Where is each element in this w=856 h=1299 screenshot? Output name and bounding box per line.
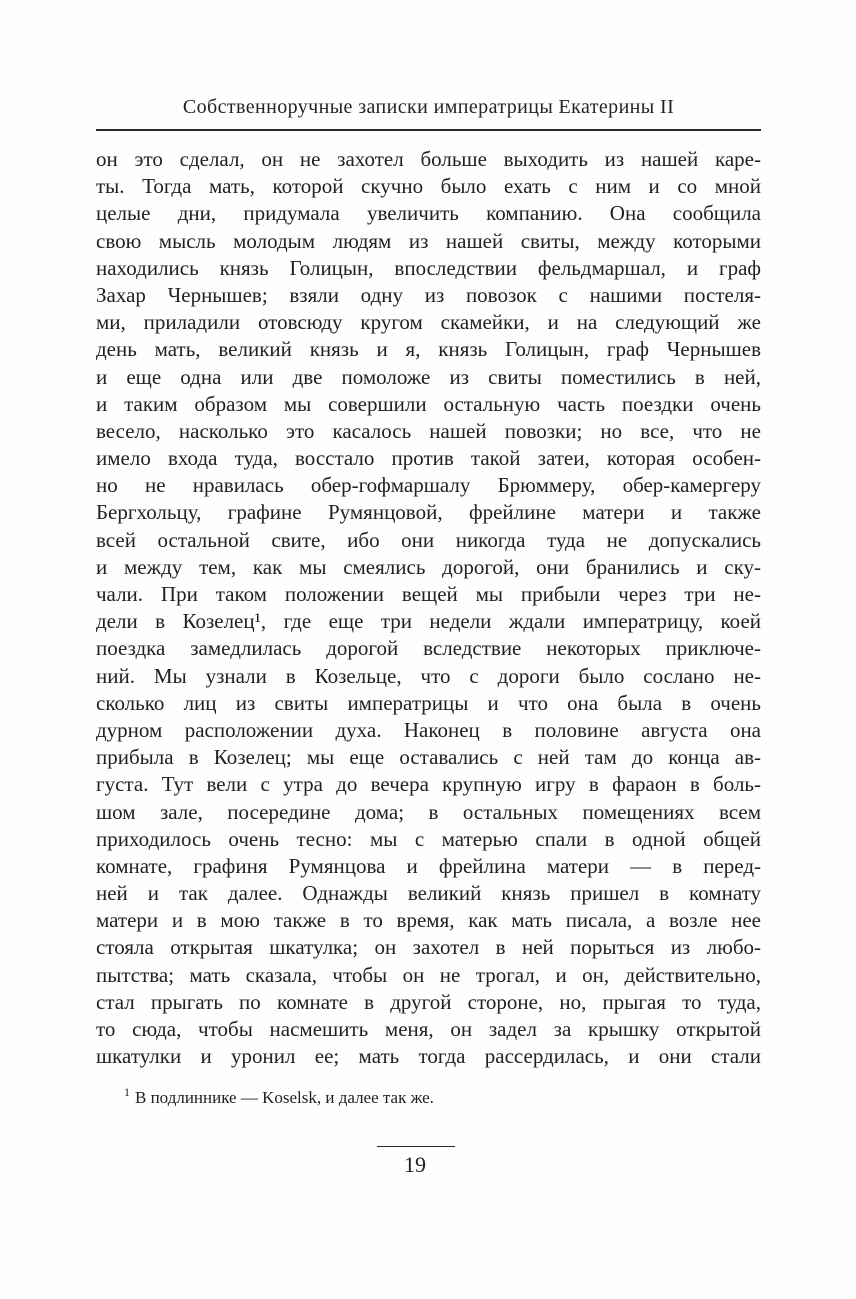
text-line: всей остальной свите, ибо они никогда туда не допускались [96,527,761,552]
text-line: то сюда, чтобы насмешить меня, он задел за крышку открытой [96,1017,761,1041]
footnote [124,1087,744,1109]
text-line: и еще одна или две помоложе из свиты поместились в ней, [96,364,761,389]
text-line: находились князь Голицын, впоследствии фельдмаршал, и граф [96,255,761,280]
page-number: 19 [404,1152,426,1177]
text-line: комнате, графиня Румянцова и фрейлина матери — в перед- [96,853,761,878]
text-line: ний. Мы узнали в Козельце, что с дороги было сослано не- [96,663,761,688]
text-line: поездка замедлилась дорогой вследствие некоторых приключе- [96,636,761,661]
text-line: стояла открытая шкатулка; он захотел в ней порыться из любо- [96,935,761,960]
footnote-marker: 1 [124,1085,130,1100]
text-line: и между тем, как мы смеялись дорогой, они бранились и ску- [96,554,761,579]
header-rule [96,129,761,131]
text-line: Захар Чернышев; взяли одну из повозок с нашими постеля- [96,282,761,307]
text-line: ты. Тогда мать, которой скучно было ехать с ним и со мной [96,174,761,199]
text-line: густа. Тут вели с утра до вечера крупную игру в фараон в боль- [96,772,761,797]
text-line: ней и так далее. Однажды великий князь пришел в комнату [96,881,761,906]
text-line: приходилось очень тесно: мы с матерью спали в одной общей [96,826,761,851]
text-line: шом зале, посередине дома; в остальных помещениях всем [96,799,761,824]
text-line: свою мысль молодым людям из нашей свиты, между которыми [96,228,761,253]
text-line: весело, насколько это касалось нашей повозки; но все, что не [96,418,761,443]
running-header-title: Собственноручные записки императрицы Екатерины II [182,96,675,118]
text-line: пытства; мать сказала, чтобы он не трогал, и он, действительно, [96,962,761,987]
text-line: чали. При таком положении вещей мы прибыли через три не- [96,582,761,606]
text-line: дели в Козелец¹, где еще три недели ждали императрицу, коей [96,609,761,634]
text-line: дурном расположении духа. Наконец в половине августа она [96,717,761,742]
body-text [96,146,761,1070]
text-line: Бергхольцу, графине Румянцовой, фрейлине матери и также [96,500,761,525]
text-line: матери и в мою также в то время, как мать писала, а возле нее [96,908,761,933]
text-line: и таким образом мы совершили остальную часть поездки очень [96,391,761,416]
page-number-rule [377,1146,455,1147]
text-line: стал прыгать по комнате в другой стороне, но, прыгая то туда, [96,989,761,1014]
text-line: шкатулки и уронил ее; мать тогда рассердилась, и они стали [96,1044,761,1069]
text-line: прибыла в Козелец; мы еще оставались с ней там до конца ав- [96,745,761,770]
text-line: целые дни, придумала увеличить компанию. Она сообщила [96,201,761,226]
text-line: он это сделал, он не захотел больше выходить из нашей каре- [96,147,761,171]
text-line: сколько лиц из свиты императрицы и что она была в очень [96,690,761,715]
text-line: ми, приладили отовсюду кругом скамейки, и на следующий же [96,310,761,335]
footnote-text: В подлиннике — Koselsk, и далее так же. [135,1088,434,1107]
text-line: имело входа туда, восстало против такой затеи, которая особен- [96,446,761,471]
text-line: день мать, великий князь и я, князь Голицын, граф Чернышев [96,337,761,362]
text-line: но не нравилась обер-гофмаршалу Брюммеру, обер-камергеру [96,473,761,498]
